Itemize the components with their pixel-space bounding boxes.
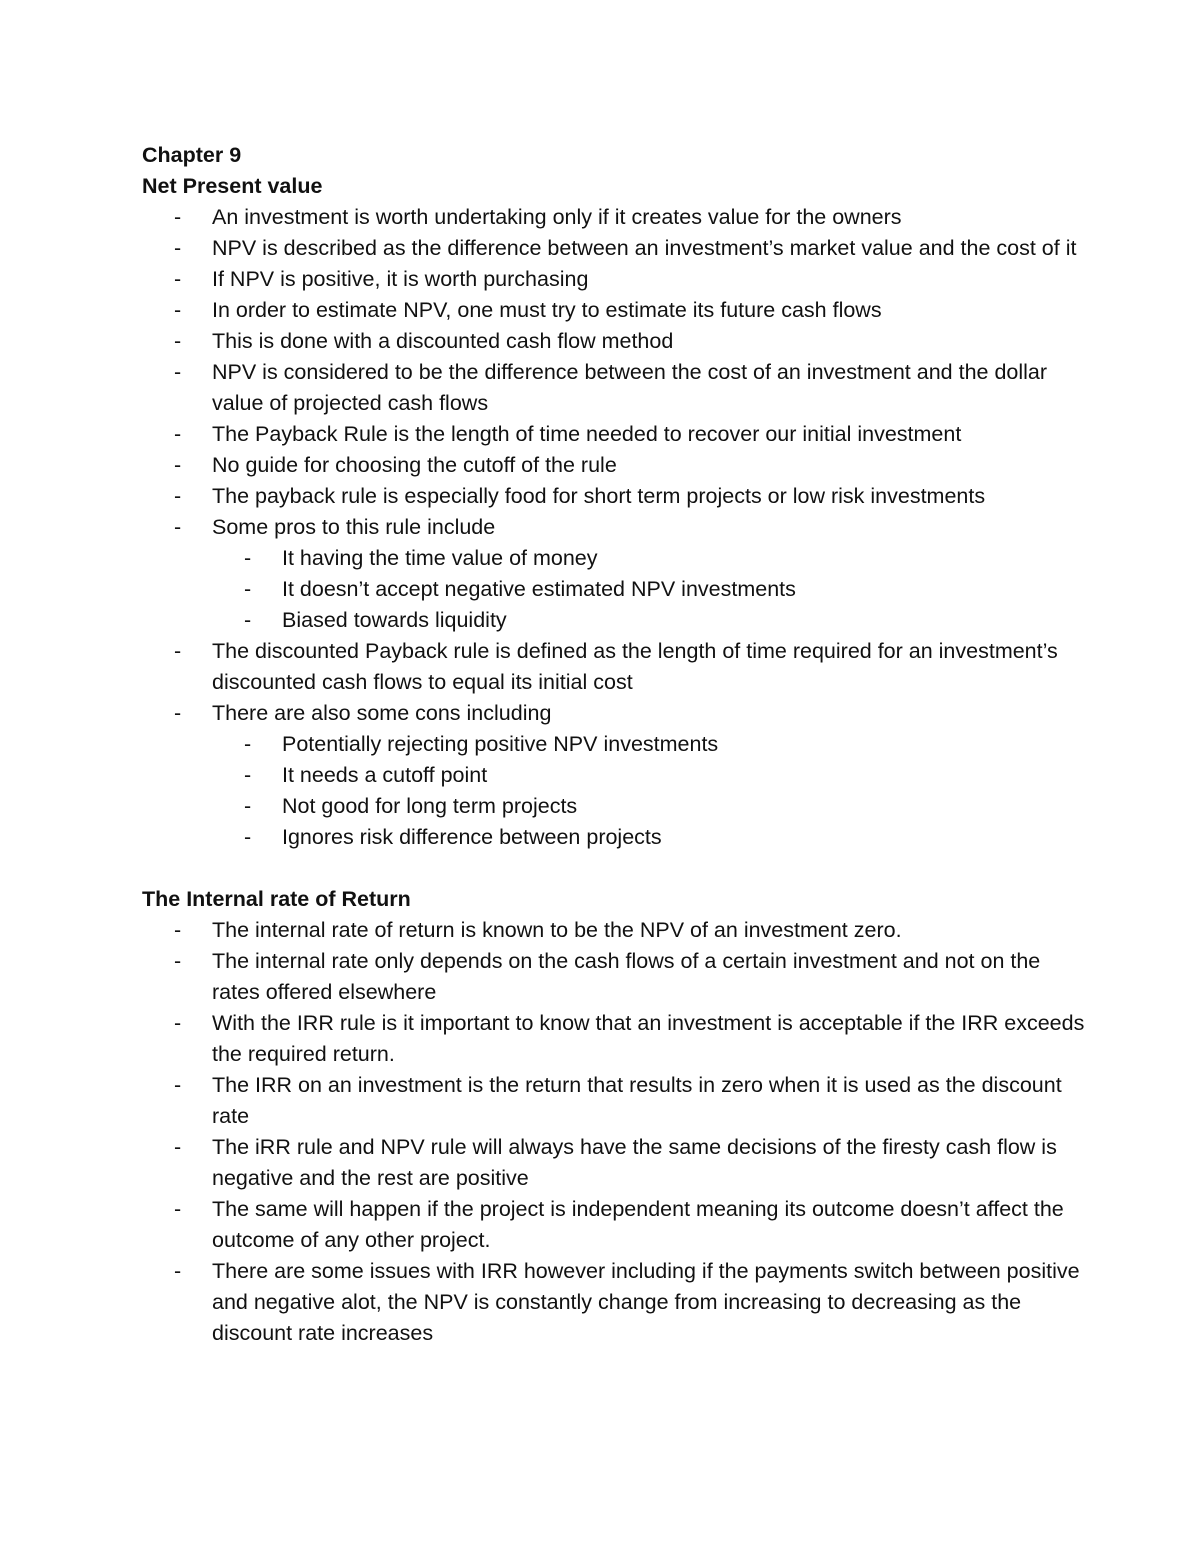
dash-bullet-icon: - (174, 1135, 182, 1159)
section-spacer (142, 853, 1092, 884)
list-item-text: The internal rate of return is known to be the NPV of an investment zero. (212, 918, 902, 942)
list-item-text: If NPV is positive, it is worth purchasing (212, 267, 589, 291)
dash-bullet-icon: - (174, 267, 182, 291)
dash-bullet-icon: - (174, 949, 182, 973)
chapter-title: Chapter 9 (142, 143, 242, 167)
list-item-text: Some pros to this rule include (212, 515, 496, 539)
list-item-text: The discounted Payback rule is defined as the length of time required for an investment’s discounted cash flows to equal its initial cost (212, 639, 1058, 694)
section-heading-npv: Net Present value (142, 174, 323, 198)
dash-bullet-icon: - (174, 422, 182, 446)
sub-list-item-text: It having the time value of money (282, 546, 598, 570)
dash-bullet-icon: - (174, 918, 182, 942)
dash-bullet-icon: - (244, 763, 252, 787)
list-item-text: The iRR rule and NPV rule will always have the same decisions of the firesty cash flow is negative and the rest are positive (212, 1135, 1057, 1190)
sub-list-item (212, 729, 1092, 760)
dash-bullet-icon: - (244, 794, 252, 818)
list-item-text: The payback rule is especially food for short term projects or low risk investments (212, 484, 986, 508)
list-item-text: NPV is described as the difference between an investment’s market value and the cost of it (212, 236, 1077, 260)
dash-bullet-icon: - (244, 732, 252, 756)
list-item (142, 264, 1092, 295)
list-item-text: The IRR on an investment is the return that results in zero when it is used as the discount rate (212, 1073, 1062, 1128)
dash-bullet-icon: - (244, 608, 252, 632)
list-item-text: With the IRR rule is it important to know that an investment is acceptable if the IRR exceeds the required return. (212, 1011, 1085, 1066)
list-item-text: In order to estimate NPV, one must try to estimate its future cash flows (212, 298, 882, 322)
list-item-text: An investment is worth undertaking only if it creates value for the owners (212, 205, 902, 229)
dash-bullet-icon: - (174, 205, 182, 229)
dash-bullet-icon: - (174, 453, 182, 477)
list-item (142, 1070, 1092, 1132)
dash-bullet-icon: - (174, 360, 182, 384)
cons-sub-list (212, 729, 1092, 853)
sub-list-item-text: It doesn’t accept negative estimated NPV investments (282, 577, 796, 601)
list-item-text: NPV is considered to be the difference between the cost of an investment and the dollar value of projected cash flows (212, 360, 1048, 415)
dash-bullet-icon: - (174, 298, 182, 322)
list-item (142, 419, 1092, 450)
list-item-text: There are some issues with IRR however including if the payments switch between positive and negative alot, the NPV is constantly change from increasing to decreasing as the discount rate increases (212, 1259, 1080, 1345)
sub-list-item-text: Not good for long term projects (282, 794, 578, 818)
section-heading-irr: The Internal rate of Return (142, 887, 411, 911)
dash-bullet-icon: - (174, 329, 182, 353)
list-item (142, 481, 1092, 512)
list-item (142, 357, 1092, 419)
dash-bullet-icon: - (174, 1259, 182, 1283)
npv-bullet-list (142, 202, 1092, 853)
dash-bullet-icon: - (244, 577, 252, 601)
list-item (142, 698, 1092, 853)
sub-list-item (212, 760, 1092, 791)
list-item (142, 512, 1092, 636)
list-item-text: No guide for choosing the cutoff of the rule (212, 453, 617, 477)
dash-bullet-icon: - (244, 546, 252, 570)
dash-bullet-icon: - (174, 236, 182, 260)
dash-bullet-icon: - (174, 1197, 182, 1221)
list-item (142, 636, 1092, 698)
sub-list-item (212, 543, 1092, 574)
dash-bullet-icon: - (244, 825, 252, 849)
list-item (142, 450, 1092, 481)
dash-bullet-icon: - (174, 701, 182, 725)
list-item (142, 1256, 1092, 1349)
list-item-text: There are also some cons including (212, 701, 552, 725)
list-item (142, 946, 1092, 1008)
irr-bullet-list (142, 915, 1092, 1349)
sub-list-item-text: Ignores risk difference between projects (282, 825, 662, 849)
list-item (142, 1008, 1092, 1070)
list-item-text: The same will happen if the project is independent meaning its outcome doesn’t affect the outcome of any other project. (212, 1197, 1064, 1252)
list-item (142, 1194, 1092, 1256)
list-item (142, 915, 1092, 946)
dash-bullet-icon: - (174, 639, 182, 663)
document-body (142, 140, 1092, 1349)
dash-bullet-icon: - (174, 1011, 182, 1035)
sub-list-item-text: Potentially rejecting positive NPV investments (282, 732, 719, 756)
dash-bullet-icon: - (174, 484, 182, 508)
sub-list-item (212, 822, 1092, 853)
sub-list-item-text: It needs a cutoff point (282, 763, 488, 787)
list-item-text: The internal rate only depends on the cash flows of a certain investment and not on the rates offered elsewhere (212, 949, 1041, 1004)
pros-sub-list (212, 543, 1092, 636)
list-item-text: This is done with a discounted cash flow method (212, 329, 674, 353)
list-item (142, 1132, 1092, 1194)
list-item (142, 202, 1092, 233)
list-item (142, 233, 1092, 264)
sub-list-item-text: Biased towards liquidity (282, 608, 507, 632)
list-item (142, 295, 1092, 326)
list-item (142, 326, 1092, 357)
list-item-text: The Payback Rule is the length of time needed to recover our initial investment (212, 422, 962, 446)
dash-bullet-icon: - (174, 515, 182, 539)
sub-list-item (212, 574, 1092, 605)
sub-list-item (212, 605, 1092, 636)
sub-list-item (212, 791, 1092, 822)
dash-bullet-icon: - (174, 1073, 182, 1097)
